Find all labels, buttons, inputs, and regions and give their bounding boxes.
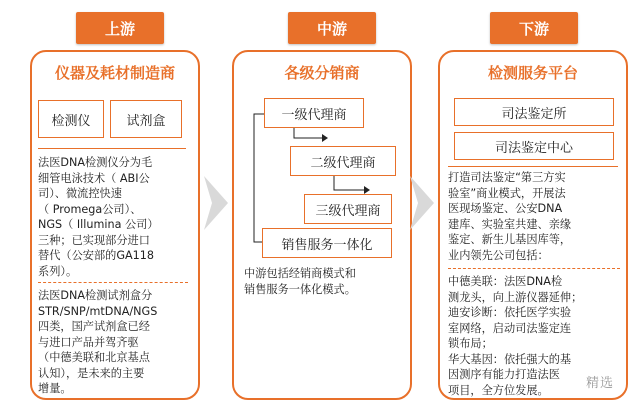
forensic-center-box: 司法鉴定中心 — [454, 132, 614, 160]
upstream-badge: 上游 — [76, 12, 164, 44]
downstream-intro-text: 打造司法鉴定“第三方实 验室”商业模式，开展法 医现场鉴定、公安DNA 建库、实验室共建、亲缘 鉴定、新生儿基因库等， 业内领先公司包括： — [448, 171, 572, 262]
downstream-badge: 下游 — [490, 12, 578, 44]
upstream-reagent-text: 法医DNA检测试剂盒分 STR/SNP/mtDNA/NGS 四类，国产试剂盒已经 与进口产品并驾齐驱 （中德美联和北京基点 认知），是未来的主要 增量。 — [38, 289, 158, 395]
upstream-column — [30, 50, 200, 400]
downstream-column — [438, 50, 628, 400]
detector-box: 检测仪 — [38, 100, 104, 138]
downstream-dashed-divider — [448, 268, 620, 269]
midstream-badge: 中游 — [288, 12, 376, 44]
downstream-divider — [448, 166, 618, 167]
flow-arrow-1 — [204, 176, 228, 230]
upstream-divider — [38, 148, 186, 149]
level-3-agent: 三级代理商 — [304, 194, 392, 224]
watermark-text: 精选 — [586, 376, 615, 391]
upstream-dashed-divider — [38, 282, 188, 283]
forensic-lab-box: 司法鉴定所 — [454, 98, 614, 126]
midstream-title: 各级分销商 — [284, 64, 360, 82]
midstream-column — [232, 50, 412, 400]
reagent-kit-box: 试剂盒 — [110, 100, 182, 138]
level-1-agent: 一级代理商 — [264, 98, 364, 128]
midstream-text: 中游包括经销商模式和 销售服务一体化模式。 — [244, 267, 356, 296]
integrated-sales-service: 销售服务一体化 — [262, 228, 392, 258]
downstream-companies-text: 中德美联：法医DNA检 测龙头，向上游仪器延伸； 迪安诊断：依托医学实验 室网络，启动司法鉴定连 锁布局； 华大基因：依托强大的基 因测序有能力打造法医 项目，全方位发展。 — [448, 275, 583, 397]
upstream-title: 仪器及耗材制造商 — [54, 64, 175, 82]
upstream-detector-text: 法医DNA检测仪分为毛 细管电泳技术（ ABI公 司）、微流控快速 （ Promega公司）、 NGS（ Illumina 公司） 三种；已实现部分进口 替代（公安部的GA118 系列）。 — [38, 156, 159, 278]
downstream-title: 检测服务平台 — [487, 64, 578, 82]
level-2-agent: 二级代理商 — [290, 146, 396, 176]
flow-arrow-2 — [410, 176, 434, 230]
